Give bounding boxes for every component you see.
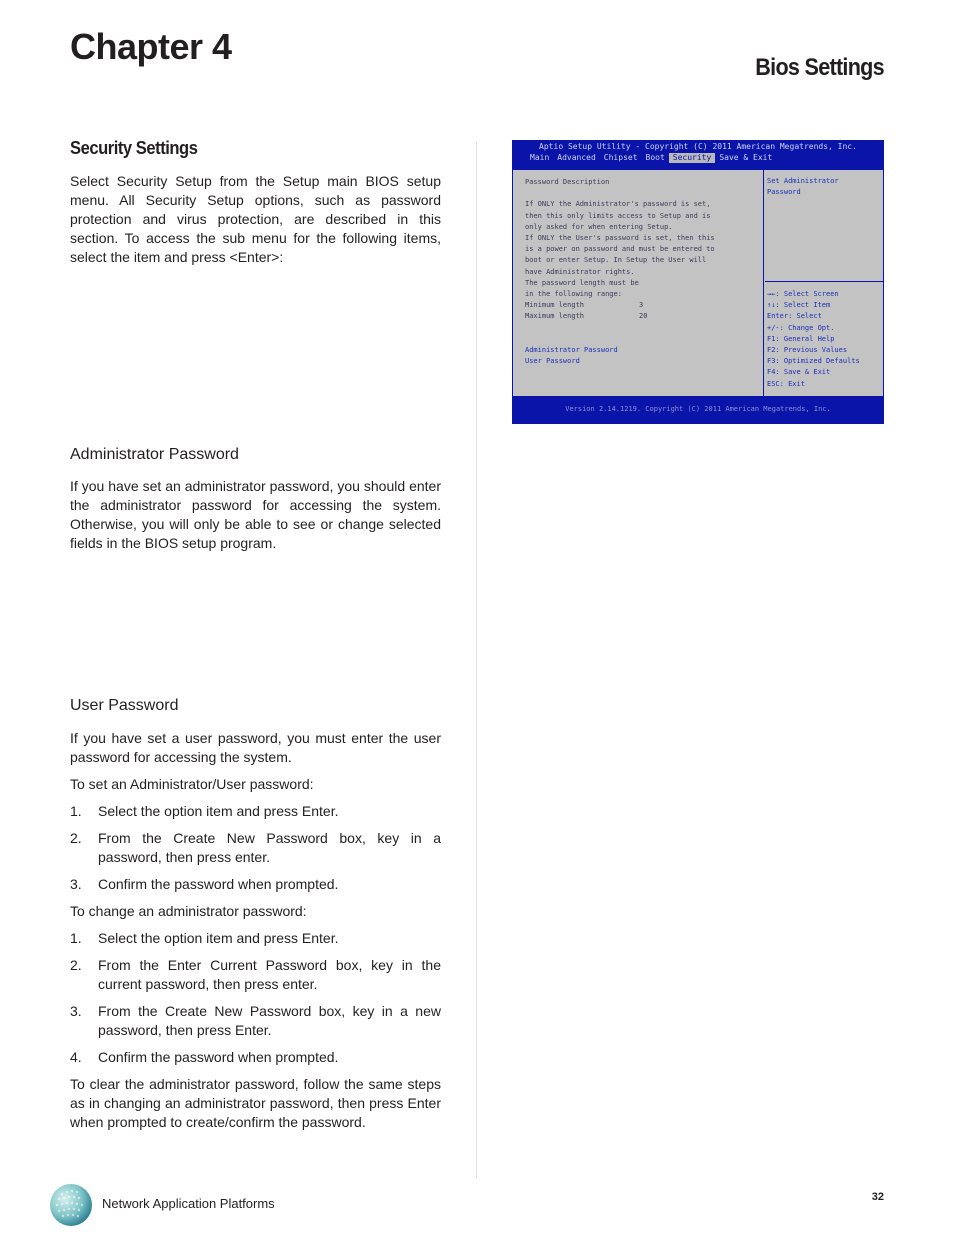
bios-screenshot [512,140,884,424]
step-number: 2. [70,957,82,973]
bios-help-text [767,176,839,198]
bios-keys-pane [765,283,883,396]
set-password-steps [70,802,441,894]
bios-menu-boot: Boot [645,153,665,162]
list-item [70,875,441,894]
bios-line: +/-: Change Opt. [767,323,835,332]
bios-line: →←: Select Screen [767,290,839,298]
bios-menu-save-exit: Save & Exit [719,153,773,162]
bios-line: F4: Save & Exit [767,368,831,377]
bios-line: If ONLY the Administrator's password is set, [525,200,711,209]
step-text: Confirm the password when prompted. [98,876,339,892]
bios-line: boot or enter Setup. In Setup the User will [525,256,707,265]
list-item [70,1002,441,1040]
bios-line: have Administrator rights. [525,267,635,276]
bios-settings-pane [513,170,764,396]
bios-line: If ONLY the User's password is set, then this [525,234,715,243]
section-title: Bios Settings [755,54,884,81]
bios-line: Enter: Select [767,312,822,321]
step-number: 3. [70,876,82,892]
bios-line: Set Administrator [767,177,839,185]
list-item [70,829,441,867]
bios-menu-bar [526,153,776,163]
bios-line: F3: Optimized Defaults [767,357,860,366]
step-number: 3. [70,1003,82,1019]
list-item [70,1048,441,1067]
bios-line: ↑↓: Select Item [767,301,831,310]
bios-option-administrator-password[interactable]: Administrator Password [525,346,618,354]
bios-line: in the following range: [525,290,622,299]
change-password-steps [70,929,441,1067]
user-password-heading: User Password [70,697,179,714]
step-text: Select the option item and press Enter. [98,930,339,946]
user-password-text: If you have set a user password, you must enter the user password for accessing the system. [70,730,441,765]
step-number: 4. [70,1049,82,1065]
bios-title-bar: Aptio Setup Utility - Copyright (C) 2011 American Megatrends, Inc. [539,142,857,151]
bios-line: Password Description [525,178,610,186]
step-number: 1. [70,930,82,946]
clear-password-text: To clear the administrator password, follow the same steps as in changing an administrator password, then press Enter when prompted to create/confirm the password. [70,1076,441,1130]
bios-description [525,177,715,300]
bios-main-panel [513,170,883,396]
security-settings-heading: Security Settings [70,138,198,158]
step-text: Confirm the password when prompted. [98,1049,339,1065]
bios-min-length-label: Minimum length [525,301,585,309]
bios-menu-main: Main [530,153,550,162]
list-item [70,802,441,821]
bios-line: only asked for when entering Setup. [525,222,673,231]
step-number: 2. [70,830,82,846]
change-password-intro: To change an administrator password: [70,903,307,919]
column-divider [476,142,477,1178]
set-password-intro: To set an Administrator/User password: [70,776,314,792]
bios-key-legend [767,289,860,390]
step-text: Select the option item and press Enter. [98,803,339,819]
bios-min-length-value: 3 [639,301,644,309]
bios-line: ESC: Exit [767,379,805,388]
footer-company-name: Network Application Platforms [102,1196,275,1211]
bios-option-user-password[interactable]: User Password [525,357,580,365]
bios-line: then this only limits access to Setup and is [525,211,711,220]
bios-max-length-label: Maximum length [525,312,585,320]
chapter-title: Chapter 4 [70,26,232,67]
security-intro-text: Select Security Setup from the Setup main BIOS setup menu. All Security Setup options, such as password protection and virus protection, are described in this section. To access the sub menu for the following items, select the item and press <Enter>: [70,173,441,265]
bios-menu-security: Security [669,153,716,163]
bios-line: F1: General Help [767,334,835,343]
bios-line: The password length must be [525,278,639,287]
bios-line: Password [767,188,801,197]
list-item [70,929,441,948]
bios-version-footer: Version 2.14.1219. Copyright (C) 2011 American Megatrends, Inc. [565,405,831,413]
administrator-password-heading: Administrator Password [70,446,239,463]
bios-menu-chipset: Chipset [603,153,638,162]
bios-line: F2: Previous Values [767,346,848,355]
bios-help-pane [765,170,883,282]
bios-max-length-value: 20 [639,312,648,320]
step-text: From the Create New Password box, key in a password, then press enter. [98,830,441,865]
step-text: From the Create New Password box, key in a new password, then press Enter. [98,1003,441,1038]
step-text: From the Enter Current Password box, key in the current password, then press enter. [98,957,441,992]
administrator-password-text: If you have set an administrator password, you should enter the administrator password for accessing the system. Otherwise, you will only be able to see or change selected fields in the BIOS setup program. [70,478,441,551]
bios-line: is a power on password and must be entered to [525,245,715,254]
bios-menu-advanced: Advanced [557,153,596,162]
company-logo-icon [48,1182,94,1228]
step-number: 1. [70,803,82,819]
list-item [70,956,441,994]
page-number: 32 [871,1191,884,1203]
